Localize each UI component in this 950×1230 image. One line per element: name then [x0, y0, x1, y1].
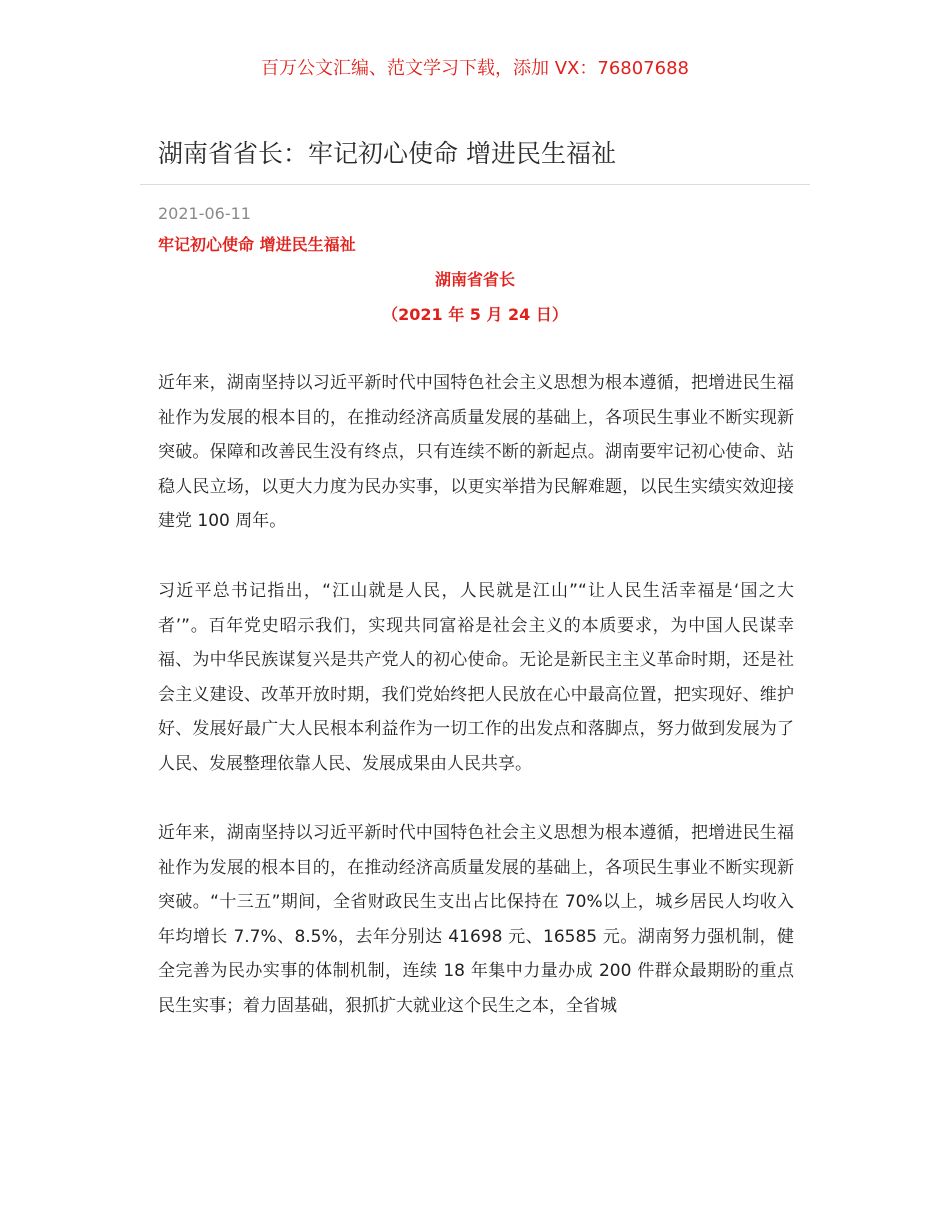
article-title: 湖南省省长：牢记初心使命 增进民生福祉: [158, 139, 616, 168]
body-paragraph-1: 近年来，湖南坚持以习近平新时代中国特色社会主义思想为根本遵循，把增进民生福祉作为发展的根本目的，在推动经济高质量发展的基础上，各项民生事业不断实现新突破。保障和改善民生没有终点，只有连续不断的新起点。湖南要牢记初心使命、站稳人民立场，以更大力度为民办实事，以更实举措为民解难题，以民生实绩实效迎接建党 100 周年。: [158, 373, 794, 532]
speech-date: （2021 年 5 月 24 日）: [382, 305, 568, 324]
article-subtitle: 牢记初心使命 增进民生福祉: [158, 235, 356, 254]
author-line: 湖南省省长: [434, 270, 515, 289]
title-divider: [140, 184, 810, 185]
body-paragraph-2: 习近平总书记指出，“江山就是人民，人民就是江山”“让人民生活幸福是‘国之大者’”。百年党史昭示我们，实现共同富裕是社会主义的本质要求，为中国人民谋幸福、为中华民族谋复兴是共产党人的初心使命。无论是新民主主义革命时期，还是社会主义建设、改革开放时期，我们党始终把人民放在心中最高位置，把实现好、维护好、发展好最广大人民根本利益作为一切工作的出发点和落脚点，努力做到发展为了人民、发展整理依靠人民、发展成果由人民共享。: [158, 581, 794, 774]
body-paragraph-3: 近年来，湖南坚持以习近平新时代中国特色社会主义思想为根本遵循，把增进民生福祉作为发展的根本目的，在推动经济高质量发展的基础上，各项民生事业不断实现新突破。“十三五”期间，全省财政民生支出占比保持在 70%以上，城乡居民人均收入年均增长 7.7%、8.5%，去年分别达 41698 元、16585 元。湖南努力强机制，健全完善为民办实事的体制机制，连续 18 年集中力量办成 200 件群众最期盼的重点民生实事；着力固基础，狠抓扩大就业这个民生之本，全省城: [158, 823, 794, 1016]
promo-banner: 百万公文汇编、范文学习下载，添加 VX：76807688: [261, 58, 689, 79]
publish-date: 2021-06-11: [158, 204, 251, 223]
